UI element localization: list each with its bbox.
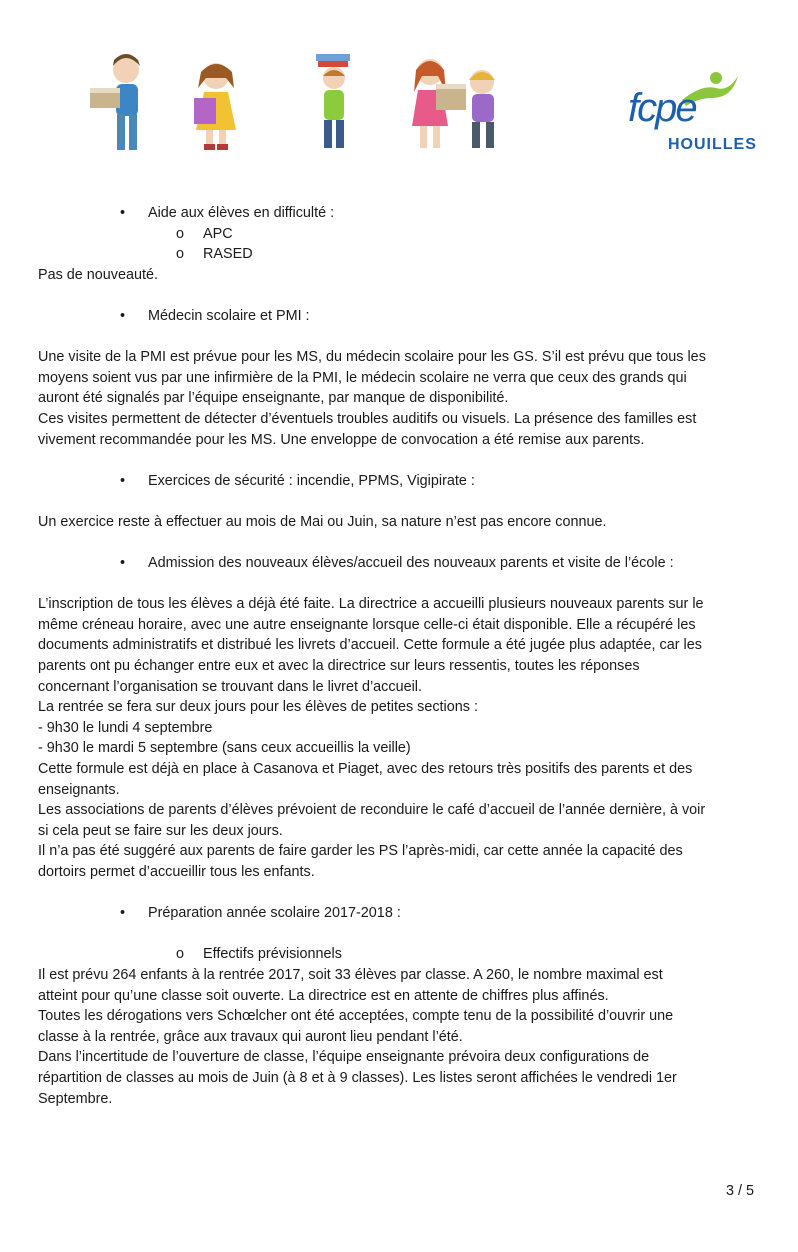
paragraph-line: Septembre. (38, 1090, 113, 1107)
bullet-label: Exercices de sécurité : incendie, PPMS, Vigipirate : (148, 472, 475, 489)
bullet-item-admission (38, 553, 760, 574)
paragraph-line: même créneau horaire, avec une autre enseignante lorsque celle-ci était disponible. Elle a récupéré les (38, 616, 696, 633)
document-body (38, 203, 760, 1109)
logo-text: fcpe (628, 86, 696, 130)
sub-item-label: Effectifs prévisionnels (203, 946, 342, 963)
paragraph-line: moyens soient vus par une infirmière de la PMI, le médecin scolaire ne verra que ceux des grands qui (38, 369, 687, 386)
paragraph-line: Toutes les dérogations vers Schœlcher ont été acceptées, compte tenu de la possibilité d’ouvrir une (38, 1008, 674, 1025)
paragraph-line: dortoirs permet d’accueillir tous les enfants. (38, 864, 315, 880)
bullet-item-securite (38, 471, 760, 492)
child-figure-2 (194, 63, 236, 150)
fcpe-logo (622, 70, 762, 160)
bullet-item-medecin (38, 306, 760, 327)
bullet-label: Préparation année scolaire 2017-2018 : (148, 905, 401, 922)
paragraph-line: Une visite de la PMI est prévue pour les MS, du médecin scolaire pour les GS. S’il est prévu que tous les (38, 349, 706, 366)
paragraph-line: Il est prévu 264 enfants à la rentrée 2017, soit 33 élèves par classe. A 260, le nombre maximal est (38, 966, 663, 983)
children-illustration (86, 48, 516, 160)
bullet-dot-icon: • (120, 205, 126, 221)
paragraph-line: L’inscription de tous les élèves a déjà été faite. La directrice a accueilli plusieurs nouveaux parents sur le (38, 596, 704, 613)
sub-item-label: RASED (203, 246, 253, 263)
child-figure-5 (469, 70, 495, 148)
logo-subtitle: HOUILLES (668, 136, 757, 153)
sub-item-effectifs (38, 944, 760, 965)
circle-bullet-icon: o (176, 225, 185, 242)
bullet-dot-icon: • (120, 472, 126, 489)
paragraph-line: - 9h30 le lundi 4 septembre (38, 719, 213, 736)
paragraph-line: Un exercice reste à effectuer au mois de Mai ou Juin, sa nature n’est pas encore connue. (38, 513, 607, 530)
paragraph-line: Ces visites permettent de détecter d’éventuels troubles auditifs ou visuels. La présence des familles est (38, 410, 697, 427)
page-header (0, 0, 798, 170)
bullet-dot-icon: • (120, 307, 126, 324)
paragraph-line: atteint pour qu’une classe soit ouverte. La directrice est en attente de chiffres plus affinés. (38, 987, 609, 1004)
paragraph-line: répartition de classes au mois de Juin (à 8 et à 9 classes). Les listes seront affichées le vendredi 1er (38, 1069, 677, 1086)
paragraph-line: si cela peut se faire sur les deux jours. (38, 822, 283, 839)
paragraph-line: Les associations de parents d’élèves prévoient de reconduire le café d’accueil de l’année dernière, à voir (38, 802, 706, 819)
paragraph-line: documents administratifs et distribué les livrets d’accueil. Cette formule a été jugée plus adaptée, car les (38, 637, 702, 654)
paragraph-line: auront été signalés par l’équipe enseignante, par manque de disponibilité. (38, 390, 509, 407)
sub-item-rased (38, 244, 760, 265)
paragraph-line: parents ont pu échanger entre eux et avec la directrice sur leurs ressentis, toutes les réponses (38, 658, 640, 675)
bullet-item-preparation (38, 903, 760, 924)
bullet-label: Aide aux élèves en difficulté : (148, 205, 335, 221)
paragraph-line: Dans l’incertitude de l’ouverture de classe, l’équipe enseignante prévoira deux configurations de (38, 1049, 650, 1066)
paragraph-line: - 9h30 le mardi 5 septembre (sans ceux accueillis la veille) (38, 740, 411, 757)
bullet-dot-icon: • (120, 555, 126, 572)
paragraph-line: Pas de nouveauté. (38, 266, 159, 283)
bullet-label: Médecin scolaire et PMI : (148, 307, 310, 324)
paragraph-line: Cette formule est déjà en place à Casanova et Piaget, avec des retours très positifs des parents et des (38, 761, 693, 778)
circle-bullet-icon: o (176, 946, 185, 963)
paragraph-line: vivement recommandée pour les MS. Une enveloppe de convocation a été remise aux parents. (38, 431, 645, 448)
circle-bullet-icon: o (176, 246, 185, 263)
sub-item-label: APC (203, 225, 233, 242)
child-figure-3 (316, 54, 350, 148)
child-figure-1 (90, 54, 140, 150)
paragraph-line: classe à la rentrée, grâce aux travaux qui auront lieu pendant l’été. (38, 1028, 463, 1045)
sub-item-apc (38, 224, 760, 245)
bullet-dot-icon: • (120, 905, 126, 922)
paragraph-line: Il n’a pas été suggéré aux parents de faire garder les PS l’après-midi, car cette année la capacité des (38, 843, 683, 860)
page-number: 3 / 5 (725, 1183, 754, 1199)
paragraph-line: La rentrée se fera sur deux jours pour les élèves de petites sections : (38, 699, 478, 716)
child-figure-4 (412, 59, 466, 148)
paragraph-line: enseignants. (38, 781, 120, 798)
bullet-label: Admission des nouveaux élèves/accueil des nouveaux parents et visite de l’école : (148, 555, 674, 572)
bullet-item-aide (38, 203, 760, 224)
paragraph-line: concernant l’organisation se trouvant dans le livret d’accueil. (38, 678, 422, 695)
